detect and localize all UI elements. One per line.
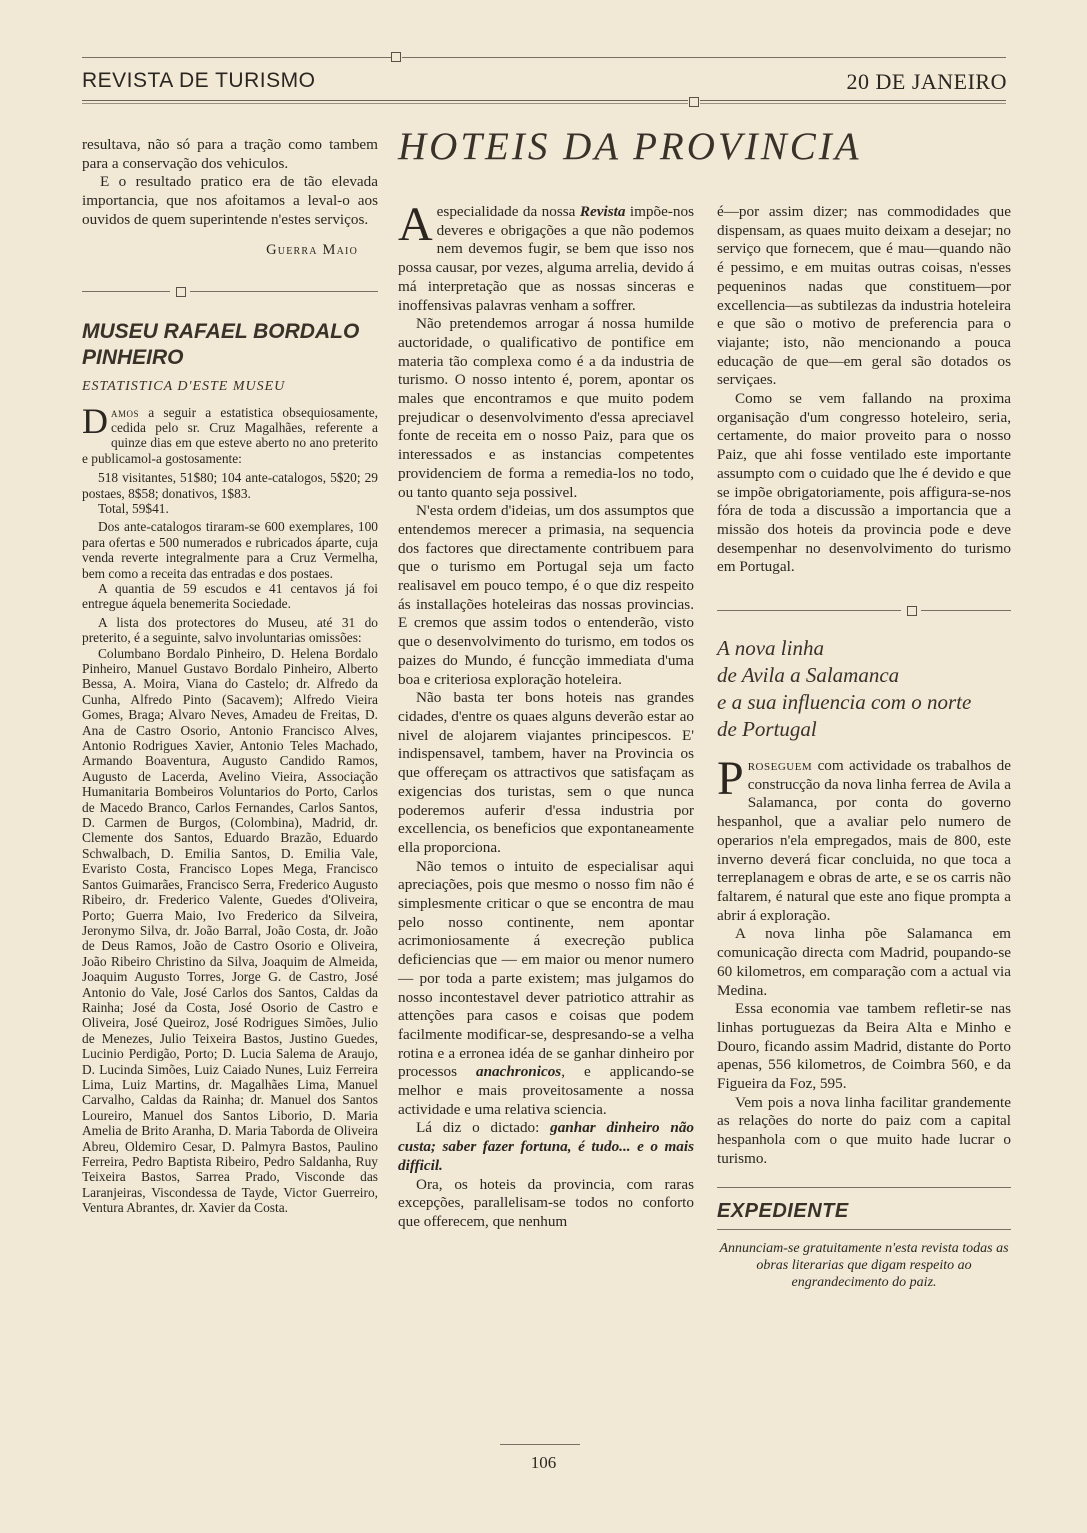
ornament-square	[689, 97, 699, 107]
hoteis-title: HOTEIS DA PROVINCIA	[398, 125, 862, 168]
hoteis-first-paragraph: A especialidade da nossa Revista impõe-nos deveres e obrigações a que não podemos nem devemos fugir, se bem que isso nos possa causar, por vezes, alguma arrelia, devido á má interpretação que as nossas sinceras e inoffensivas palavras venham a soffrer.	[398, 198, 694, 314]
linha-first-paragraph: Proseguem com actividade os trabalhos de construcção da nova linha ferrea de Avila a Salamanca, por conta do governo hespanhol, que a avaliar pelo numero de operarios n'ela empregados, mais de 800, este inverno deverá ficar concluida, no que toca a terreplanagem e obras de arte, e se os carris não faltarem, é natural que este ano fique prompta a abrir á exploração.	[717, 752, 1011, 924]
paragraph: Não basta ter bons hoteis nas grandes cidades, d'entre os quaes alguns deverão estar ao nivel de alojarem viajantes principescos. E' indispensavel, tambem, haver na Provincia os que offereçam os attractivos que satisfaçam as exigencias dos turistas, sem o que nunca poderemos auferir d'essa industria por excellencia, os beneficios que expontaneamente ella proporciona.	[398, 689, 694, 856]
section-divider	[717, 599, 1011, 623]
continued-article	[82, 136, 378, 230]
linha-title-2: de Avila a Salamanca	[717, 663, 900, 688]
paragraph: é—por assim dizer; nas commodidades que dispensam, as quaes muito deixam a desejar; no serviço que fornecem, que é mau—quando não é pessimo, e em muitas outras coisas, n'esses pequeninos nadas que constituem—por excellencia—as subtilezas da industria hoteleira e que são o motivo de preferencia para o viajante; isto, não mencionando a pouca educação de que—em geral são dotados os serviçaes.	[717, 203, 1011, 389]
paragraph: Vem pois a nova linha facilitar grandemente as relações do norte do paiz com a capital hespanhola com o que muito hade lucrar o turismo.	[717, 1093, 1011, 1167]
paragraph: Não pretendemos arrogar á nossa humilde auctoridade, o qualificativo de pontifice em materia tão complexa como é a da industria de turismo. O nosso intento é, porem, apontar os males que encontramos e que muito podem prejudicar o desenvolvimento d'essa apreciavel fonte de receita em o nosso Paiz, para que os interessados e as instancias competentes providenciem de forma a remedia-los no todo, ou tanto quanto seja possivel.	[398, 315, 694, 501]
hoteis-column-1	[398, 198, 695, 1232]
linha-title-3: e a sua influencia com o norte	[717, 690, 972, 715]
expediente-title: EXPEDIENTE	[717, 1199, 849, 1222]
header-rule-right	[700, 100, 1006, 104]
linha-body	[717, 752, 1011, 1168]
issue-date: 20 DE JANEIRO	[846, 69, 1007, 94]
hoteis-column-2	[717, 203, 1011, 577]
museu-intro: Damos a seguir a estatistica obsequiosamente, cedida pelo sr. Cruz Magalhães, referente a quinze dias em que esteve aberto no ano preterito e publicamol-a gostosamente:	[82, 400, 378, 466]
paragraph: E o resultado pratico era de tão elevada importancia, que nos afoitamos a leval-o aos ouvidos de quem superintende n'estes serviços.	[82, 173, 378, 228]
paragraph: Lá diz o dictado: ganhar dinheiro não custa; saber fazer fortuna, é tudo... e o mais difficil.	[398, 1119, 695, 1174]
paragraph: N'esta ordem d'ideias, um dos assumptos que entendemos merecer a primasia, na sequencia dos factores que directamente contribuem para que o turismo em Portugal seja um facto realisavel em pouco tempo, é o que diz respeito ás installações hoteleiras das nossas provincias. E cremos que assim todos o entenderão, visto que o desenvolvimento do turismo, em todos os paizes do Mundo, é funcção immediata d'uma boa e criteriosa exploração hoteleira.	[398, 502, 694, 688]
linha-article	[717, 635, 1011, 1168]
top-rule-left	[82, 57, 392, 58]
header-rule-left	[82, 100, 688, 104]
museu-title: MUSEU RAFAEL BORDALO PINHEIRO	[82, 319, 360, 369]
magazine-title: REVISTA DE TURISMO	[82, 69, 316, 92]
expediente-text: Annunciam-se gratuitamente n'esta revista todas as obras literarias que digam respeito ao engrandecimento do paiz.	[719, 1240, 1009, 1290]
paragraph: A lista dos protectores do Museu, até 31 do preterito, é a seguinte, salvo involuntarias omissões:	[82, 614, 378, 646]
paragraph: Essa economia vae tambem refletir-se nas linhas portuguezas da Beira Alta e Minho e Douro, ficando assim Madrid, distante do Porto apenas, 556 kilometros, de Coimbra 560, e da Figueira da Foz, 595.	[717, 1000, 1011, 1093]
footer-rule	[500, 1444, 580, 1445]
paragraph: A nova linha põe Salamanca em comunicação directa com Madrid, poupando-se 60 kilometros, em comparação com a actual via Medina.	[717, 925, 1011, 999]
museu-body	[82, 400, 378, 1216]
museu-stats: 518 visitantes, 51$80; 104 ante-catalogos, 5$20; 29 postaes, 8$58; donativos, 1$83.	[82, 470, 378, 501]
protectors-list: Columbano Bordalo Pinheiro, D. Helena Bordalo Pinheiro, Manuel Gustavo Bordalo Pinheiro, Alberto Bessa, A. Moira, Viana do Castelo; dr. Alfredo da Cunha, Alfredo Pinto (Sacavem); Alfredo Vieira Gomes, Braga; Alvaro Neves, Amadeu de Freitas, D. Ana de Castro Osorio, Antonio Francisco Alves, Antonio Rodrigues Xavier, Antonio Teles Machado, Armando Boaventura, Augusto Candido Ramos, Augusto de Lacerda, Avelino Vieira, Associação Humanitaria Bombeiros Voluntarios do Porto, Carlos de Macedo Branco, Carlos Fernandes, Carlos Santos, D. Carmen de Burgos, (Colombina), Madrid, dr. Clemente dos Santos, Eduardo Brazão, Eduardo Schwalbach, D. Emilia Santos, D. Emilia Vale, Evaristo Costa, Francisco Lopes Mega, Francisco Santos Guimarães, Francisco Serra, Frederico Augusto Ribeiro, dr. Frederico Valente, Guedes d'Oliveira, Porto; Guerra Maio, Ivo Frederico da Silveira, Jeronymo Silva, dr. João Barral, João Costa, dr. João de Deus Ramos, João de Castro Osorio e Oliveira, João Ribeiro Christino da Silva, Joaquim de Almeida, Joaquim Augusto Torres, Jorge G. de Castro, José Antonio do Vale, José Carlos dos Santos, Caldas da Rainha; José da Costa, José Osorio de Castro e Oliveira, José Queiroz, José Rodrigues Simões, Julio de Menezes, Julio Teixeira Bastos, Justino Guedes, Lucinio Perdigão, Porto; D. Lucia Salema de Araujo, D. Lucinda Simões, Luiz Caiado Nunes, Luiz Ferreira Lima, Luiz Martins, dr. Magalhães Lima, Manuel Carvalho, Caldas da Rainha; dr. Manuel dos Santos Loureiro, Manuel dos Santos Liborio, D. Maria Amelia de Brito Aranha, D. Maria Taborda de Oliveira Abreu, Oldemiro Cesar, D. Palmyra Bastos, Paulino Ferreira, Pedro Baptista Ribeiro, Pedro Saldanha, Ruy Teixeira Bastos, Sarrea Prado, Visconde das Laranjeiras, Viscondessa de Tayde, Victor Guerreiro, Ventura Abrantes, dr. Xavier da Costa.	[82, 645, 378, 1216]
museu-total: Total, 59$41.	[98, 500, 169, 516]
paragraph: A quantia de 59 escudos e 41 centavos já foi entregue áquela benemerita Sociedade.	[82, 580, 378, 612]
paragraph: Ora, os hoteis da provincia, com raras excepções, parallelisam-se todos no conforto que offerecem, que nenhum	[398, 1175, 694, 1230]
linha-title-4: de Portugal	[717, 717, 817, 742]
paragraph: resultava, não só para a tração como tambem para a conservação dos vehiculos.	[82, 136, 378, 172]
signature: Guerra Maio	[266, 241, 358, 258]
left-column	[82, 136, 378, 1216]
expediente	[717, 1200, 1011, 1291]
top-rule-right	[402, 57, 1006, 58]
museu-article	[82, 319, 378, 1216]
paragraph: Dos ante-catalogos tiraram-se 600 exemplares, 100 para ofertas e 500 numerados e rubricados ápartе, cuja venda reverte integralmente para a Cruz Vermelha, bem como a receita das entradas e dos postaes.	[82, 519, 378, 581]
paragraph: Não temos o intuito de especialisar aqui apreciações, pois que mesmo o nosso fim não é simplesmente criticar o que se encontra de mau pelo nosso continente, nem apontar acrimoniosamente á execreção publica deficiencias que — em maior ou menor numero — por toda a parte existem; mas julgamos do nosso incontestavel dever patriotico attrahir as attenções para casos e coisas que podem facilmente modificar-se, despresando-se a velha rotina e a erronea idéa de se ganhar dinheiro por processos anachronicos, e applicando-se melhor e mais proveitosamente a nossa actividade e uma relativa sciencia.	[398, 857, 694, 1118]
expediente-rule	[717, 1187, 1011, 1188]
paragraph: Como se vem fallando na proxima organisação d'um congresso hoteleiro, seria, certamente, do maior proveito para o nosso Paiz, que ahi fosse ventilado este importante assumpto com o cuidado que lhe é devido e que se impõe obrigatoriamente, pois affigura-se-nos fóra de toda a discussão a importancia que a missão dos hoteis da provincia pode e deve desempenhar no desenvolvimento do turismo em Portugal.	[717, 390, 1011, 576]
right-column	[717, 203, 1011, 1291]
ornament-square	[391, 52, 401, 62]
museu-subtitle: ESTATISTICA D'ESTE MUSEU	[82, 378, 286, 394]
page-number: 106	[530, 1453, 557, 1472]
linha-title-1: A nova linha	[717, 636, 824, 661]
section-divider	[82, 279, 378, 305]
